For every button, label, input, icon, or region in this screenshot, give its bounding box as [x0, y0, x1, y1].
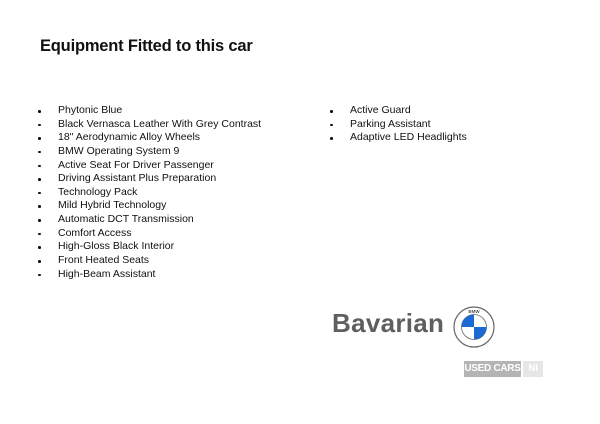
equipment-item: Front Heated Seats [38, 254, 261, 268]
equipment-list-right [330, 104, 467, 145]
equipment-item: Comfort Access [38, 227, 261, 241]
equipment-item: Automatic DCT Transmission [38, 213, 261, 227]
used-cars-badge: USED CARS [464, 361, 521, 377]
equipment-item: High-Gloss Black Interior [38, 240, 261, 254]
logo-letters: BMW [468, 309, 480, 315]
equipment-item: Black Vernasca Leather With Grey Contrast [38, 118, 261, 132]
region-badge: NI [523, 361, 543, 377]
dealer-name: Bavarian [332, 308, 445, 338]
equipment-item: 18" Aerodynamic Alloy Wheels [38, 131, 261, 145]
equipment-item: High-Beam Assistant [38, 268, 261, 282]
bmw-logo-icon [453, 306, 495, 348]
equipment-item: Active Seat For Driver Passenger [38, 159, 261, 173]
equipment-list-left [38, 104, 261, 281]
equipment-item: Phytonic Blue [38, 104, 261, 118]
equipment-item: Parking Assistant [330, 118, 467, 132]
equipment-item: Driving Assistant Plus Preparation [38, 172, 261, 186]
equipment-item: Active Guard [330, 104, 467, 118]
equipment-item: Mild Hybrid Technology [38, 199, 261, 213]
equipment-item: Technology Pack [38, 186, 261, 200]
equipment-item: BMW Operating System 9 [38, 145, 261, 159]
equipment-item: Adaptive LED Headlights [330, 131, 467, 145]
page-title: Equipment Fitted to this car [40, 37, 253, 55]
